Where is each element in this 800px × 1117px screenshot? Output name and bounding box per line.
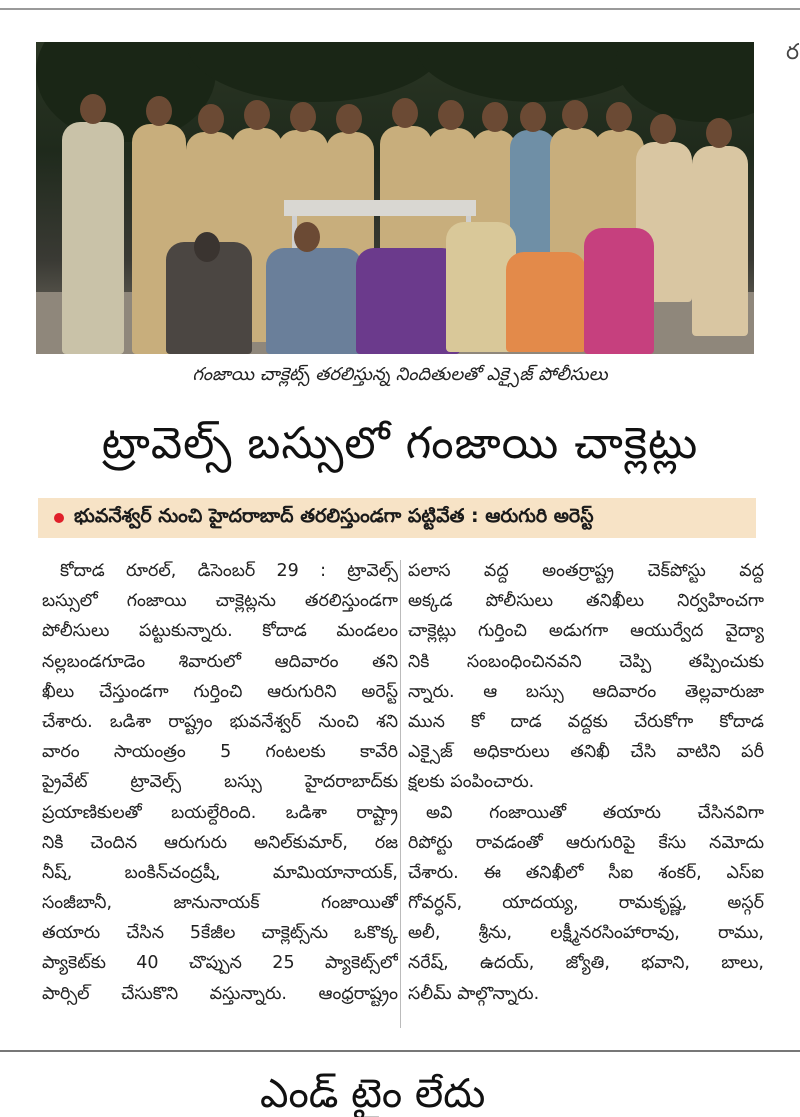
article-column-left (42, 556, 398, 1009)
article-column-right (408, 556, 764, 1009)
article-line: క్షలకు పంపించారు. (408, 772, 535, 793)
article-line: పోలీసులు పట్టుకున్నారు. కోదాడ మండలం (42, 621, 398, 642)
article-line: సంజీబానీ, జానునాయక్ గంజాయితో (42, 893, 398, 914)
article-line: సలీమ్ పాల్గొన్నారు. (408, 983, 540, 1004)
article-line: ఖీలు చేస్తుండగా గుర్తించి ఆరుగురిని అరెస్ట్ (42, 681, 398, 702)
article-line: ఎక్సైజ్ అధికారులు తనిఖీ చేసి వాటిని పరీ (408, 742, 764, 763)
article-line: అక్కడ పోలీసులు తనిఖీలు నిర్వహించగా (408, 591, 764, 612)
article-line: చాక్లెట్లు గుర్తించి అడుగగా ఆయుర్వేద వైద్యా (408, 621, 764, 642)
article-line: న్నారు. ఆ బస్సు ఆదివారం తెల్లవారుజా (408, 681, 764, 702)
bullet-icon (54, 513, 64, 523)
article-line: రిపోర్టు రావడంతో ఆరుగురిపై కేసు నమోదు (408, 832, 764, 853)
article-line: గోవర్ధన్, యాదయ్య, రామకృష్ణ, అస్గర్ (408, 893, 764, 914)
subheadline-text: భువనేశ్వర్ నుంచి హైదరాబాద్ తరలిస్తుండగా పట్టివేత : ఆరుగురి అరెస్ట్ (74, 504, 594, 527)
article-line: బస్సులో గంజాయి చాక్లెట్లను తరలిస్తుండగా (42, 591, 398, 612)
article-line: వారం సాయంత్రం 5 గంటలకు కావేరి (42, 742, 398, 763)
column-divider (400, 560, 401, 1028)
article-line: పలాస వద్ద అంతర్రాష్ట్ర చెక్‌పోస్టు వద్ద (408, 561, 764, 581)
article-line: నికి సంబంధించినవని చెప్పి తప్పించుకు (408, 651, 764, 672)
article-line: మున కో దాడ వద్దకు చేరుకోగా కోదాడ (408, 711, 764, 732)
page-headline: ట్రావెల్స్ బస్సులో గంజాయి చాక్లెట్లు (101, 418, 699, 469)
top-divider (0, 8, 800, 10)
article-line: నల్లబండగూడెం శివారులో ఆదివారం తని (42, 651, 398, 672)
article-line: చేశారు. ఈ తనిఖీలో సీఐ శంకర్, ఎస్ఐ (408, 862, 764, 883)
subheadline-band (38, 498, 756, 538)
article-line: కోదాడ రూరల్, డిసెంబర్ 29 : ట్రావెల్స్ (60, 561, 398, 581)
article-line: అలీ, శ్రీను, లక్ష్మీనరసింహారావు, రాము, (408, 923, 764, 944)
bottom-divider (0, 1050, 800, 1052)
photo-caption: గంజాయి చాక్లెట్స్ తరలిస్తున్న నిందితులతో ఎక్సైజ్ పోలీసులు (192, 364, 608, 385)
article-line: చేశారు. ఒడిశా రాష్ట్రం భువనేశ్వర్ నుంచి శని (42, 711, 398, 732)
article-line: తయారు చేసిన 5కేజీల చాక్లెట్స్‌ను ఒకొక్క (42, 923, 398, 944)
article-line: నీష్, బంకిన్‌చంద్రషీ, మామియానాయక్, (42, 862, 398, 883)
article-line: నికి చెందిన ఆరుగురు అనిల్‌కుమార్, రజ (42, 832, 398, 853)
article-line: ప్యాకెట్‌కు 40 చొప్పున 25 ప్యాకెట్స్‌లో (42, 953, 398, 974)
article-line: అవి గంజాయితో తయారు చేసినవిగా (426, 802, 764, 823)
article-line: పార్సిల్ చేసుకొని వస్తున్నారు. ఆంధ్రరాష్ట్రం (42, 983, 398, 1004)
article-line: ప్రైవేట్ ట్రావెల్స్ బస్సు హైదరాబాద్‌కు (42, 772, 398, 793)
article-line: నరేష్, ఉదయ్, జ్యోతి, భవాని, బాలు, (408, 953, 764, 974)
article-line: ప్రయాణికులతో బయల్దేరింది. ఒడిశా రాష్ట్రా (42, 802, 398, 823)
next-article-headline-partial: ఎండ్ టైం లేదు (260, 1071, 486, 1117)
adjacent-column-fragment: ర (786, 40, 800, 65)
news-photo (36, 42, 754, 354)
